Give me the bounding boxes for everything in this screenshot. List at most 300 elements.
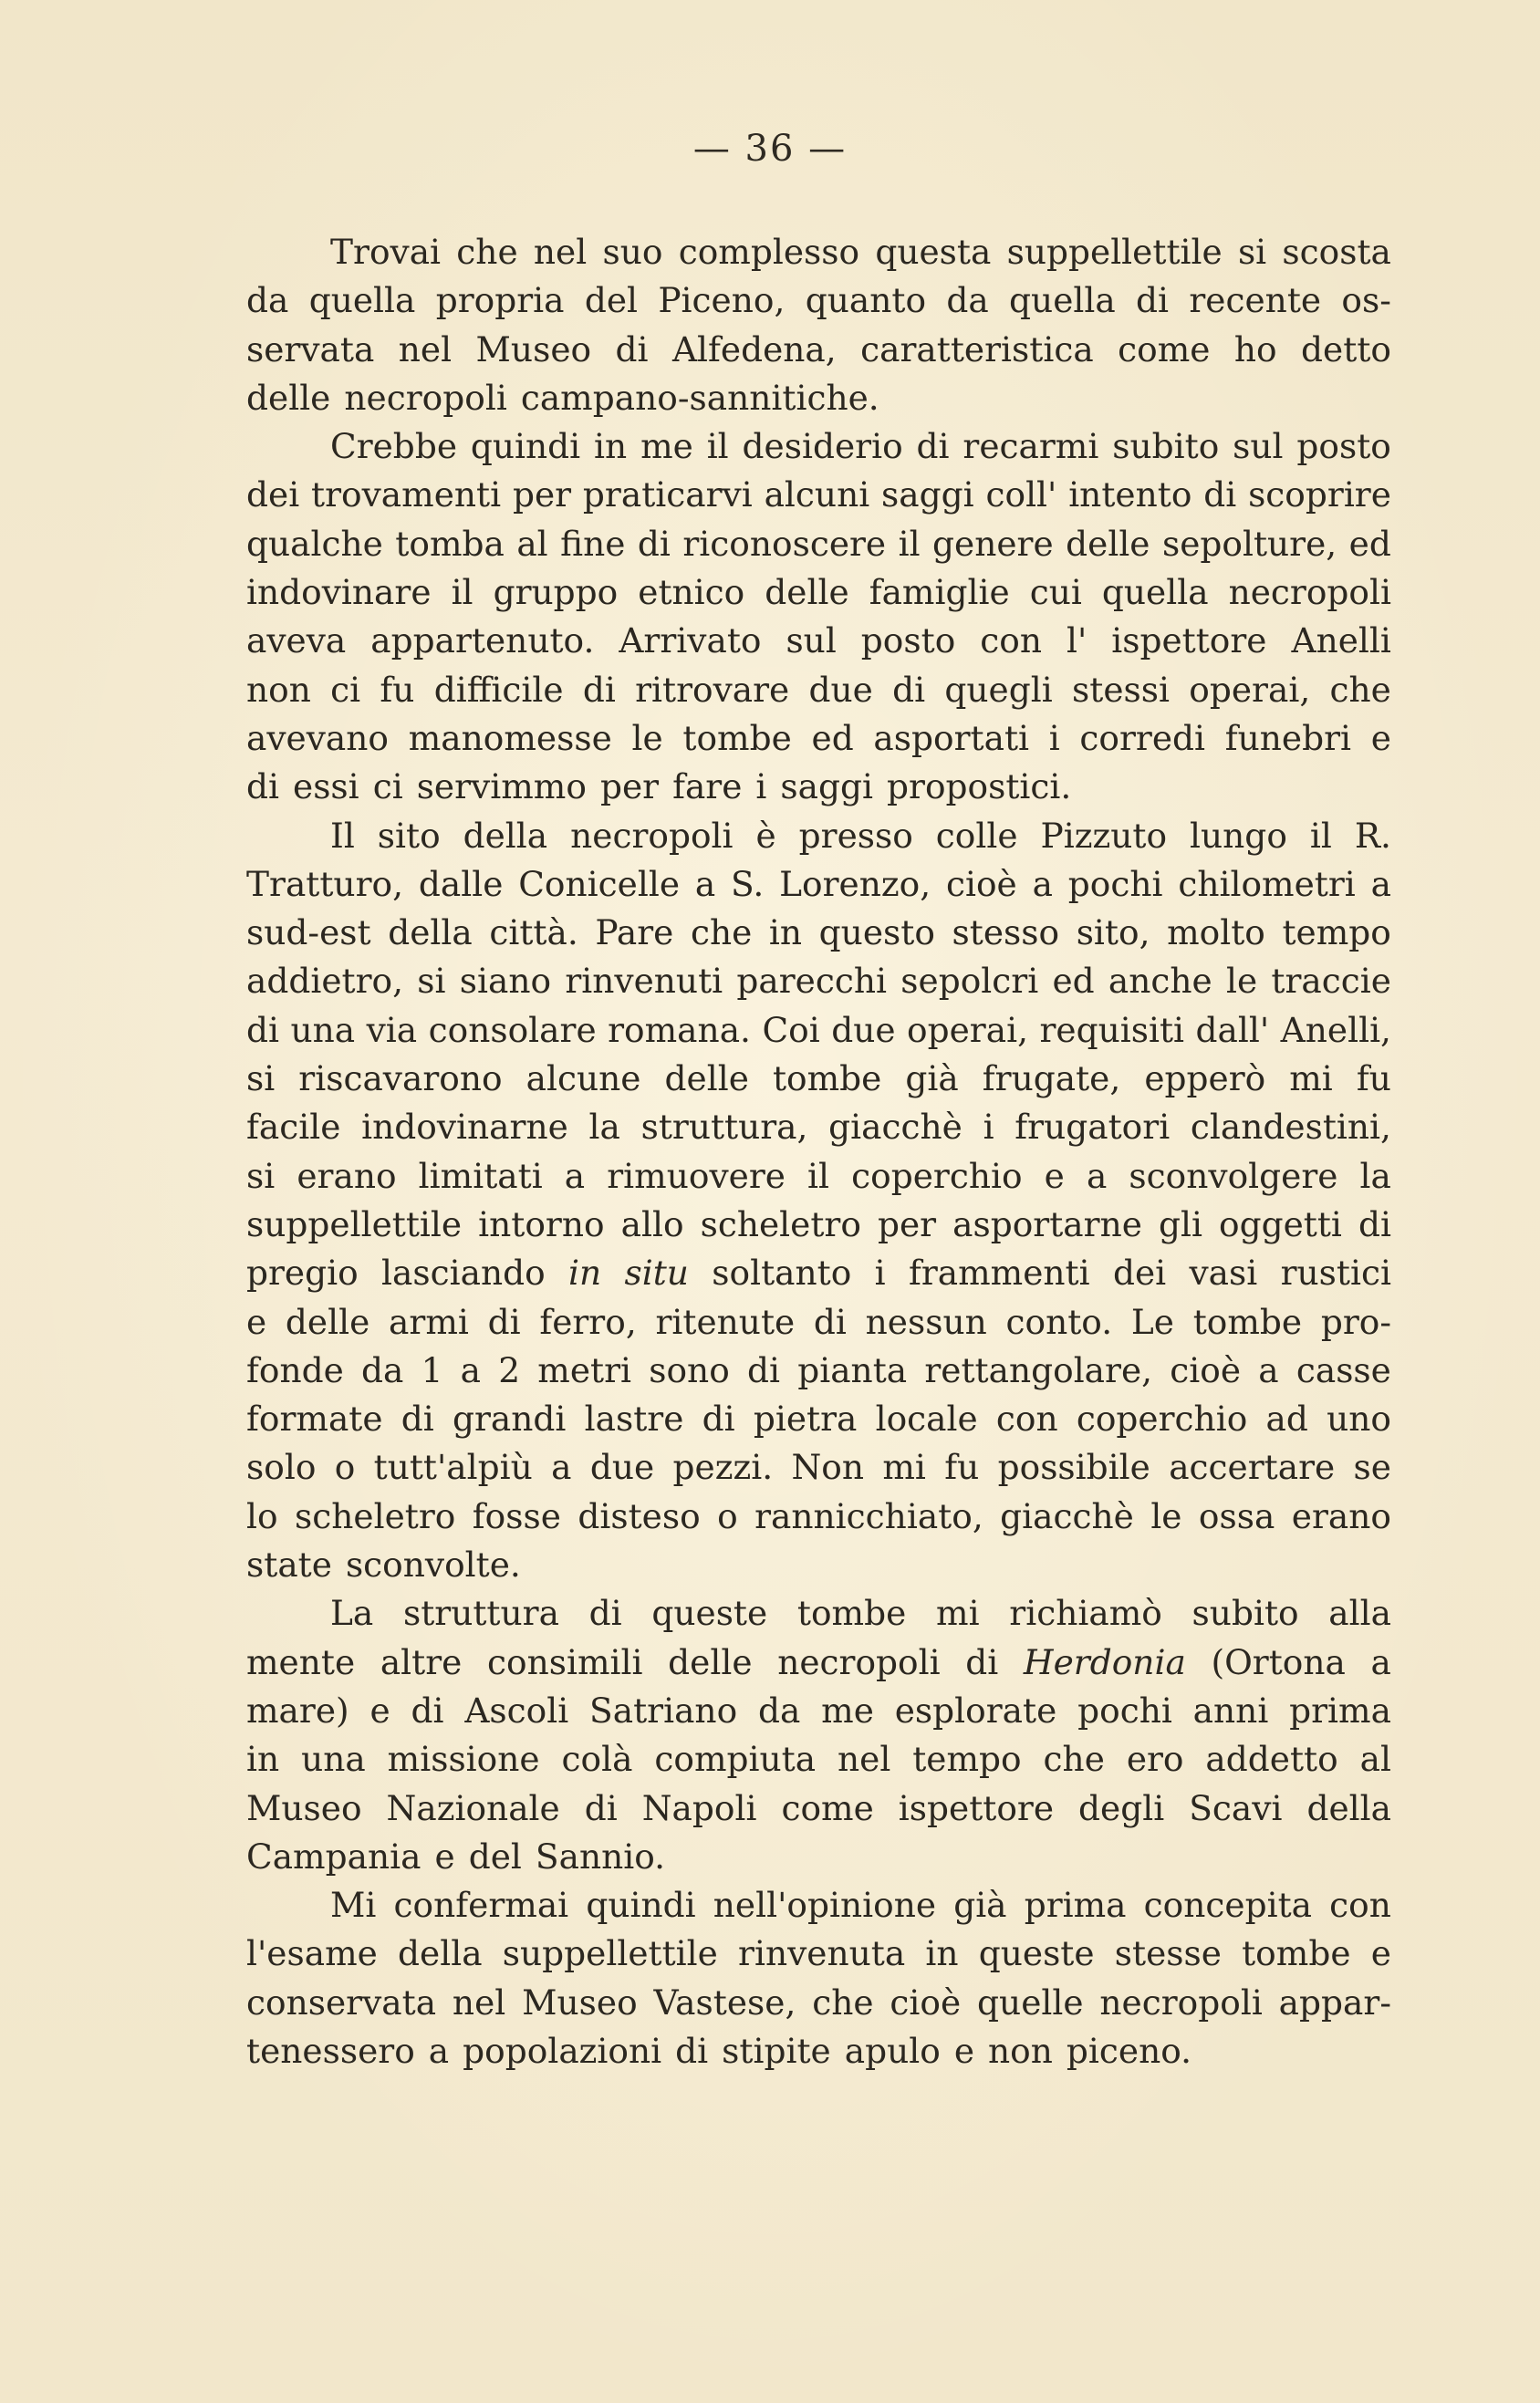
word: pro- (1320, 1301, 1391, 1342)
word: di (246, 766, 279, 807)
text-line (246, 812, 1391, 860)
word: os- (1341, 280, 1391, 321)
word: nel (533, 232, 588, 272)
word: genere (932, 523, 1054, 564)
word: altre (380, 1641, 463, 1682)
word: di (1358, 1203, 1391, 1244)
word: e (1044, 1155, 1065, 1196)
word: Museo (475, 328, 592, 369)
word: se (1353, 1447, 1391, 1488)
word: delle (668, 1641, 753, 1682)
word: scheletro (700, 1203, 861, 1244)
word: di (965, 1641, 999, 1682)
word: propria (435, 280, 565, 321)
word: anche (1108, 961, 1212, 1002)
word: intento (1068, 474, 1192, 515)
text-line (246, 1443, 1391, 1492)
word: stessi (1072, 669, 1170, 710)
word: di (747, 1349, 780, 1390)
word: grandi (452, 1399, 567, 1440)
word: nel (452, 1982, 506, 2023)
word: fu (380, 669, 415, 710)
text-line (246, 471, 1391, 519)
word: recarmi (962, 426, 1099, 467)
word: delle (664, 1058, 749, 1099)
text-line (246, 1833, 1391, 1881)
word: chilometri (1178, 863, 1356, 904)
text-line (246, 1055, 1391, 1103)
word: asportarne (952, 1203, 1142, 1244)
text-line (246, 568, 1391, 617)
word: consimili (487, 1641, 643, 1682)
word: Napoli (641, 1787, 757, 1828)
word: suppellettile (1006, 232, 1223, 272)
word: pochi (1067, 863, 1163, 904)
word: di (892, 669, 926, 710)
paragraph (246, 422, 1391, 811)
text-line (246, 1201, 1391, 1249)
text-line (246, 1541, 1391, 1589)
word: delle (765, 572, 849, 613)
word: i (1048, 717, 1060, 758)
word: trovamenti (311, 474, 502, 515)
word: casse (1295, 1349, 1391, 1390)
word: della (463, 815, 548, 856)
text-line (246, 1881, 1391, 1930)
word: a (1032, 863, 1053, 904)
word: quelle (977, 1982, 1084, 2023)
text-line (246, 2027, 1391, 2075)
word: epperò (1144, 1058, 1266, 1099)
word: di (702, 1399, 735, 1440)
word: concepita (1143, 1885, 1313, 1926)
word: è (755, 815, 776, 856)
word: sud-est (246, 912, 371, 953)
text-line (246, 1589, 1391, 1638)
word: fosse (472, 1495, 561, 1536)
word: di (487, 1301, 521, 1342)
text-line (246, 1152, 1391, 1201)
word: siano (459, 961, 552, 1002)
word: 1 (421, 1349, 443, 1390)
word: giacchè (1000, 1495, 1134, 1536)
word: asportati (873, 717, 1030, 758)
word: vasi (1189, 1253, 1258, 1294)
word: rimuovere (607, 1155, 786, 1196)
word: stesse (1114, 1933, 1222, 1974)
word: mi (1289, 1058, 1333, 1099)
word: caratteristica (860, 328, 1094, 369)
word: di (637, 523, 671, 564)
word: subito (1112, 426, 1220, 467)
word: con (980, 620, 1042, 661)
word: Conicelle (518, 863, 681, 904)
word: in (594, 426, 628, 467)
word: già (905, 1058, 959, 1099)
word: tombe (1192, 1301, 1303, 1342)
word: di (1203, 474, 1237, 515)
word: sono (649, 1349, 730, 1390)
word: a (564, 1155, 586, 1196)
word: fu (1356, 1058, 1391, 1099)
word: campano-sannitiche. (520, 377, 879, 418)
word: dalle (418, 863, 504, 904)
word: servata (246, 328, 375, 369)
word: i (755, 766, 767, 807)
word: tombe (796, 1593, 907, 1634)
word: anni (1192, 1690, 1269, 1731)
text-line (246, 374, 1391, 422)
word: prima (1024, 1885, 1127, 1926)
word: me (821, 1690, 874, 1731)
word: stipite (722, 2030, 831, 2071)
word: queste (978, 1933, 1095, 1974)
word: aveva (246, 620, 347, 661)
word: facile (246, 1107, 341, 1148)
word: tombe (772, 1058, 882, 1099)
word: la (1359, 1155, 1391, 1196)
word: di (582, 669, 616, 710)
word: pochi (1077, 1690, 1172, 1731)
word: gli (1158, 1203, 1202, 1244)
paragraph (246, 1589, 1391, 1881)
word: ferro, (539, 1301, 637, 1342)
text-line (246, 957, 1391, 1005)
word: metri (537, 1349, 632, 1390)
word: al (1359, 1739, 1391, 1780)
word: quegli (944, 669, 1053, 710)
word: molto (1167, 912, 1265, 953)
word: ci (372, 766, 403, 807)
word: consolare (428, 1009, 597, 1050)
word: che (690, 912, 753, 953)
text-line (246, 1103, 1391, 1151)
word: città. (489, 912, 578, 953)
word: giacchè (828, 1107, 962, 1148)
word: una (301, 1739, 366, 1780)
word: gruppo (493, 572, 619, 613)
word: sul (1233, 426, 1284, 467)
word: due (808, 669, 873, 710)
word: pregio (246, 1253, 359, 1294)
word: funebri (1224, 717, 1352, 758)
word: non (988, 2030, 1053, 2071)
word: il (898, 523, 921, 564)
word: S. (731, 863, 765, 904)
word: subito (1191, 1593, 1299, 1634)
word: per (599, 766, 660, 807)
word: fine (560, 523, 626, 564)
word: ritrovare (635, 669, 790, 710)
word: nessun (865, 1301, 987, 1342)
word: detto (1301, 328, 1391, 369)
word: erano (297, 1155, 397, 1196)
word: o (717, 1495, 738, 1536)
text-line (246, 666, 1391, 714)
word: a (1086, 1155, 1108, 1196)
word: cui (1029, 572, 1082, 613)
word: me (640, 426, 693, 467)
word: Pare (595, 912, 674, 953)
word: che (812, 1982, 874, 2023)
word: quella (1009, 280, 1116, 321)
word: di (246, 1009, 279, 1050)
word: le (1150, 1495, 1182, 1536)
word: come (1118, 328, 1211, 369)
word: rinvenuta (738, 1933, 906, 1974)
word: e (246, 1301, 267, 1342)
word: già (953, 1885, 1007, 1926)
word: Satriano (589, 1690, 738, 1731)
word: ho (1233, 328, 1277, 369)
word: saggi (780, 766, 874, 807)
word: 2 (498, 1349, 521, 1390)
word: disteso (578, 1495, 701, 1536)
word: cioè (890, 1982, 962, 2023)
word: pianta (797, 1349, 908, 1390)
word: nel (837, 1739, 891, 1780)
text-line (246, 617, 1391, 665)
word: del (584, 280, 639, 321)
word: l'esame (246, 1933, 378, 1974)
word: parecchi (736, 961, 888, 1002)
word: ed (1348, 523, 1391, 564)
word: accertare (1169, 1447, 1336, 1488)
word: a (551, 1447, 572, 1488)
word: Pizzuto (1040, 815, 1168, 856)
word: etnico (638, 572, 745, 613)
text-line (246, 1784, 1391, 1833)
word: servimmo (416, 766, 587, 807)
word: della (398, 1933, 483, 1974)
word: in (246, 1739, 280, 1780)
word: Le (1130, 1301, 1174, 1342)
word: e (953, 2030, 975, 2071)
word: si (246, 1058, 276, 1099)
word: con (1329, 1885, 1391, 1926)
word: della (388, 912, 473, 953)
text-line (246, 714, 1391, 763)
word: quella (1101, 572, 1209, 613)
word: scheletro (295, 1495, 456, 1536)
text-line (246, 1395, 1391, 1443)
word: due (589, 1447, 655, 1488)
word: mi (882, 1447, 926, 1488)
word: a (460, 1349, 482, 1390)
word: in (925, 1933, 959, 1974)
word: prima (1289, 1690, 1391, 1731)
word: rinvenuti (565, 961, 723, 1002)
word: quindi (470, 426, 581, 467)
word: da (246, 280, 289, 321)
word: corredi (1079, 717, 1206, 758)
word: da (946, 280, 989, 321)
word: fu (944, 1447, 980, 1488)
word: e (434, 1836, 455, 1877)
word: la (588, 1107, 620, 1148)
word: quanto (805, 280, 927, 321)
word: riconoscere (682, 523, 887, 564)
word: sito, (1076, 912, 1150, 953)
word: addetto (1205, 1739, 1338, 1780)
word: dall' (1195, 1009, 1270, 1050)
word: tomba (395, 523, 505, 564)
word: fonde (246, 1349, 344, 1390)
word: che (1043, 1739, 1105, 1780)
word: lasciando (381, 1253, 546, 1294)
word: scoprire (1248, 474, 1391, 515)
word: Anelli (1291, 620, 1391, 661)
word: romana. (608, 1009, 751, 1050)
word: e (369, 1690, 390, 1731)
word: formate (246, 1399, 383, 1440)
word: a (1258, 1349, 1279, 1390)
word: esplorate (894, 1690, 1057, 1731)
word: di (615, 328, 649, 369)
text-line (246, 1687, 1391, 1735)
word: Crebbe (330, 426, 458, 467)
word: allo (620, 1203, 684, 1244)
word: ad (1265, 1399, 1308, 1440)
word: mente (246, 1641, 356, 1682)
text-line (246, 520, 1391, 568)
word: e (1370, 717, 1391, 758)
word: dei (246, 474, 300, 515)
paragraph (246, 228, 1391, 422)
word: uno (1327, 1399, 1391, 1440)
word: di (584, 1787, 618, 1828)
word: indovinarne (361, 1107, 568, 1148)
text-line (246, 1006, 1391, 1055)
word: da (757, 1690, 801, 1731)
word: necropoli (777, 1641, 941, 1682)
word: a (694, 863, 716, 904)
word: tombe (682, 717, 792, 758)
word: presso (798, 815, 913, 856)
word: operai, (1189, 669, 1311, 710)
word: tenessero (246, 2030, 415, 2071)
text-line (246, 276, 1391, 325)
word: necropoli (1099, 1982, 1263, 2023)
word: situ (624, 1253, 689, 1294)
word: traccie (1271, 961, 1391, 1002)
word: locale (875, 1399, 978, 1440)
word: lungo (1190, 815, 1287, 856)
word: erano (1291, 1495, 1391, 1536)
text-line (246, 228, 1391, 276)
word: si (417, 961, 446, 1002)
word: confermai (393, 1885, 569, 1926)
word: necropoli (344, 377, 507, 418)
word: saggi (881, 474, 974, 515)
word: Lorenzo, (779, 863, 931, 904)
word: frugate, (982, 1058, 1121, 1099)
word: colle (935, 815, 1018, 856)
word: Trovai (330, 232, 442, 272)
word: lo (246, 1495, 278, 1536)
word: limitati (418, 1155, 543, 1196)
word: dei (1112, 1253, 1167, 1294)
word: con (995, 1399, 1058, 1440)
word: il (706, 426, 729, 467)
word: cioè (1170, 1349, 1242, 1390)
text-line (246, 909, 1391, 957)
word: si (246, 1155, 276, 1196)
word: necropoli (1228, 572, 1391, 613)
word: Alfedena, (671, 328, 837, 369)
word: conservata (246, 1982, 437, 2023)
word: questa (875, 232, 992, 272)
word: a (428, 2030, 450, 2071)
word: sepolture, (1161, 523, 1337, 564)
text-line (246, 1493, 1391, 1541)
word: ritenute (655, 1301, 796, 1342)
word: di (588, 1593, 622, 1634)
word: missione (387, 1739, 540, 1780)
word: sconvolte. (345, 1545, 521, 1586)
word: a (1370, 863, 1391, 904)
word: rustici (1280, 1253, 1391, 1294)
word: propostici. (887, 766, 1072, 807)
word: essi (293, 766, 359, 807)
word: non (246, 669, 311, 710)
word: Non (791, 1447, 865, 1488)
word: coll' (985, 474, 1057, 515)
word: alcune (525, 1058, 641, 1099)
text-line (246, 763, 1391, 811)
word: via (366, 1009, 418, 1050)
word: fare (672, 766, 743, 807)
word: operai, (907, 1009, 1028, 1050)
word: desiderio (742, 426, 903, 467)
word: ossa (1198, 1495, 1275, 1536)
word: pezzi. (672, 1447, 774, 1488)
word: il (807, 1155, 830, 1196)
word: Sannio. (535, 1836, 666, 1877)
word: apulo (844, 2030, 941, 2071)
word: in (568, 1253, 602, 1294)
word: Anelli, (1280, 1009, 1391, 1050)
word: Museo (522, 1982, 638, 2023)
word: queste (651, 1593, 768, 1634)
word: appar- (1278, 1982, 1391, 2023)
word: sconvolgere (1129, 1155, 1338, 1196)
word: soltanto (712, 1253, 852, 1294)
word: coperchio (1076, 1399, 1248, 1440)
word: sito (377, 815, 441, 856)
word: frugatori (1015, 1107, 1171, 1148)
word: di (1136, 280, 1170, 321)
word: i (983, 1107, 994, 1148)
word: tempo (1282, 912, 1391, 953)
word: ed (1052, 961, 1095, 1002)
word: suo (602, 232, 663, 272)
word: per (512, 474, 572, 515)
word: recente (1189, 280, 1322, 321)
word: sul (786, 620, 837, 661)
word: questo (818, 912, 935, 953)
word: alla (1328, 1593, 1391, 1634)
text-line (246, 326, 1391, 374)
word: praticarvi (582, 474, 753, 515)
word: o (334, 1447, 356, 1488)
word: a (1370, 1641, 1391, 1682)
word: che (1329, 669, 1391, 710)
word: nel (398, 328, 453, 369)
word: indovinare (246, 572, 432, 613)
word: coperchio (851, 1155, 1023, 1196)
word: posto (1296, 426, 1391, 467)
